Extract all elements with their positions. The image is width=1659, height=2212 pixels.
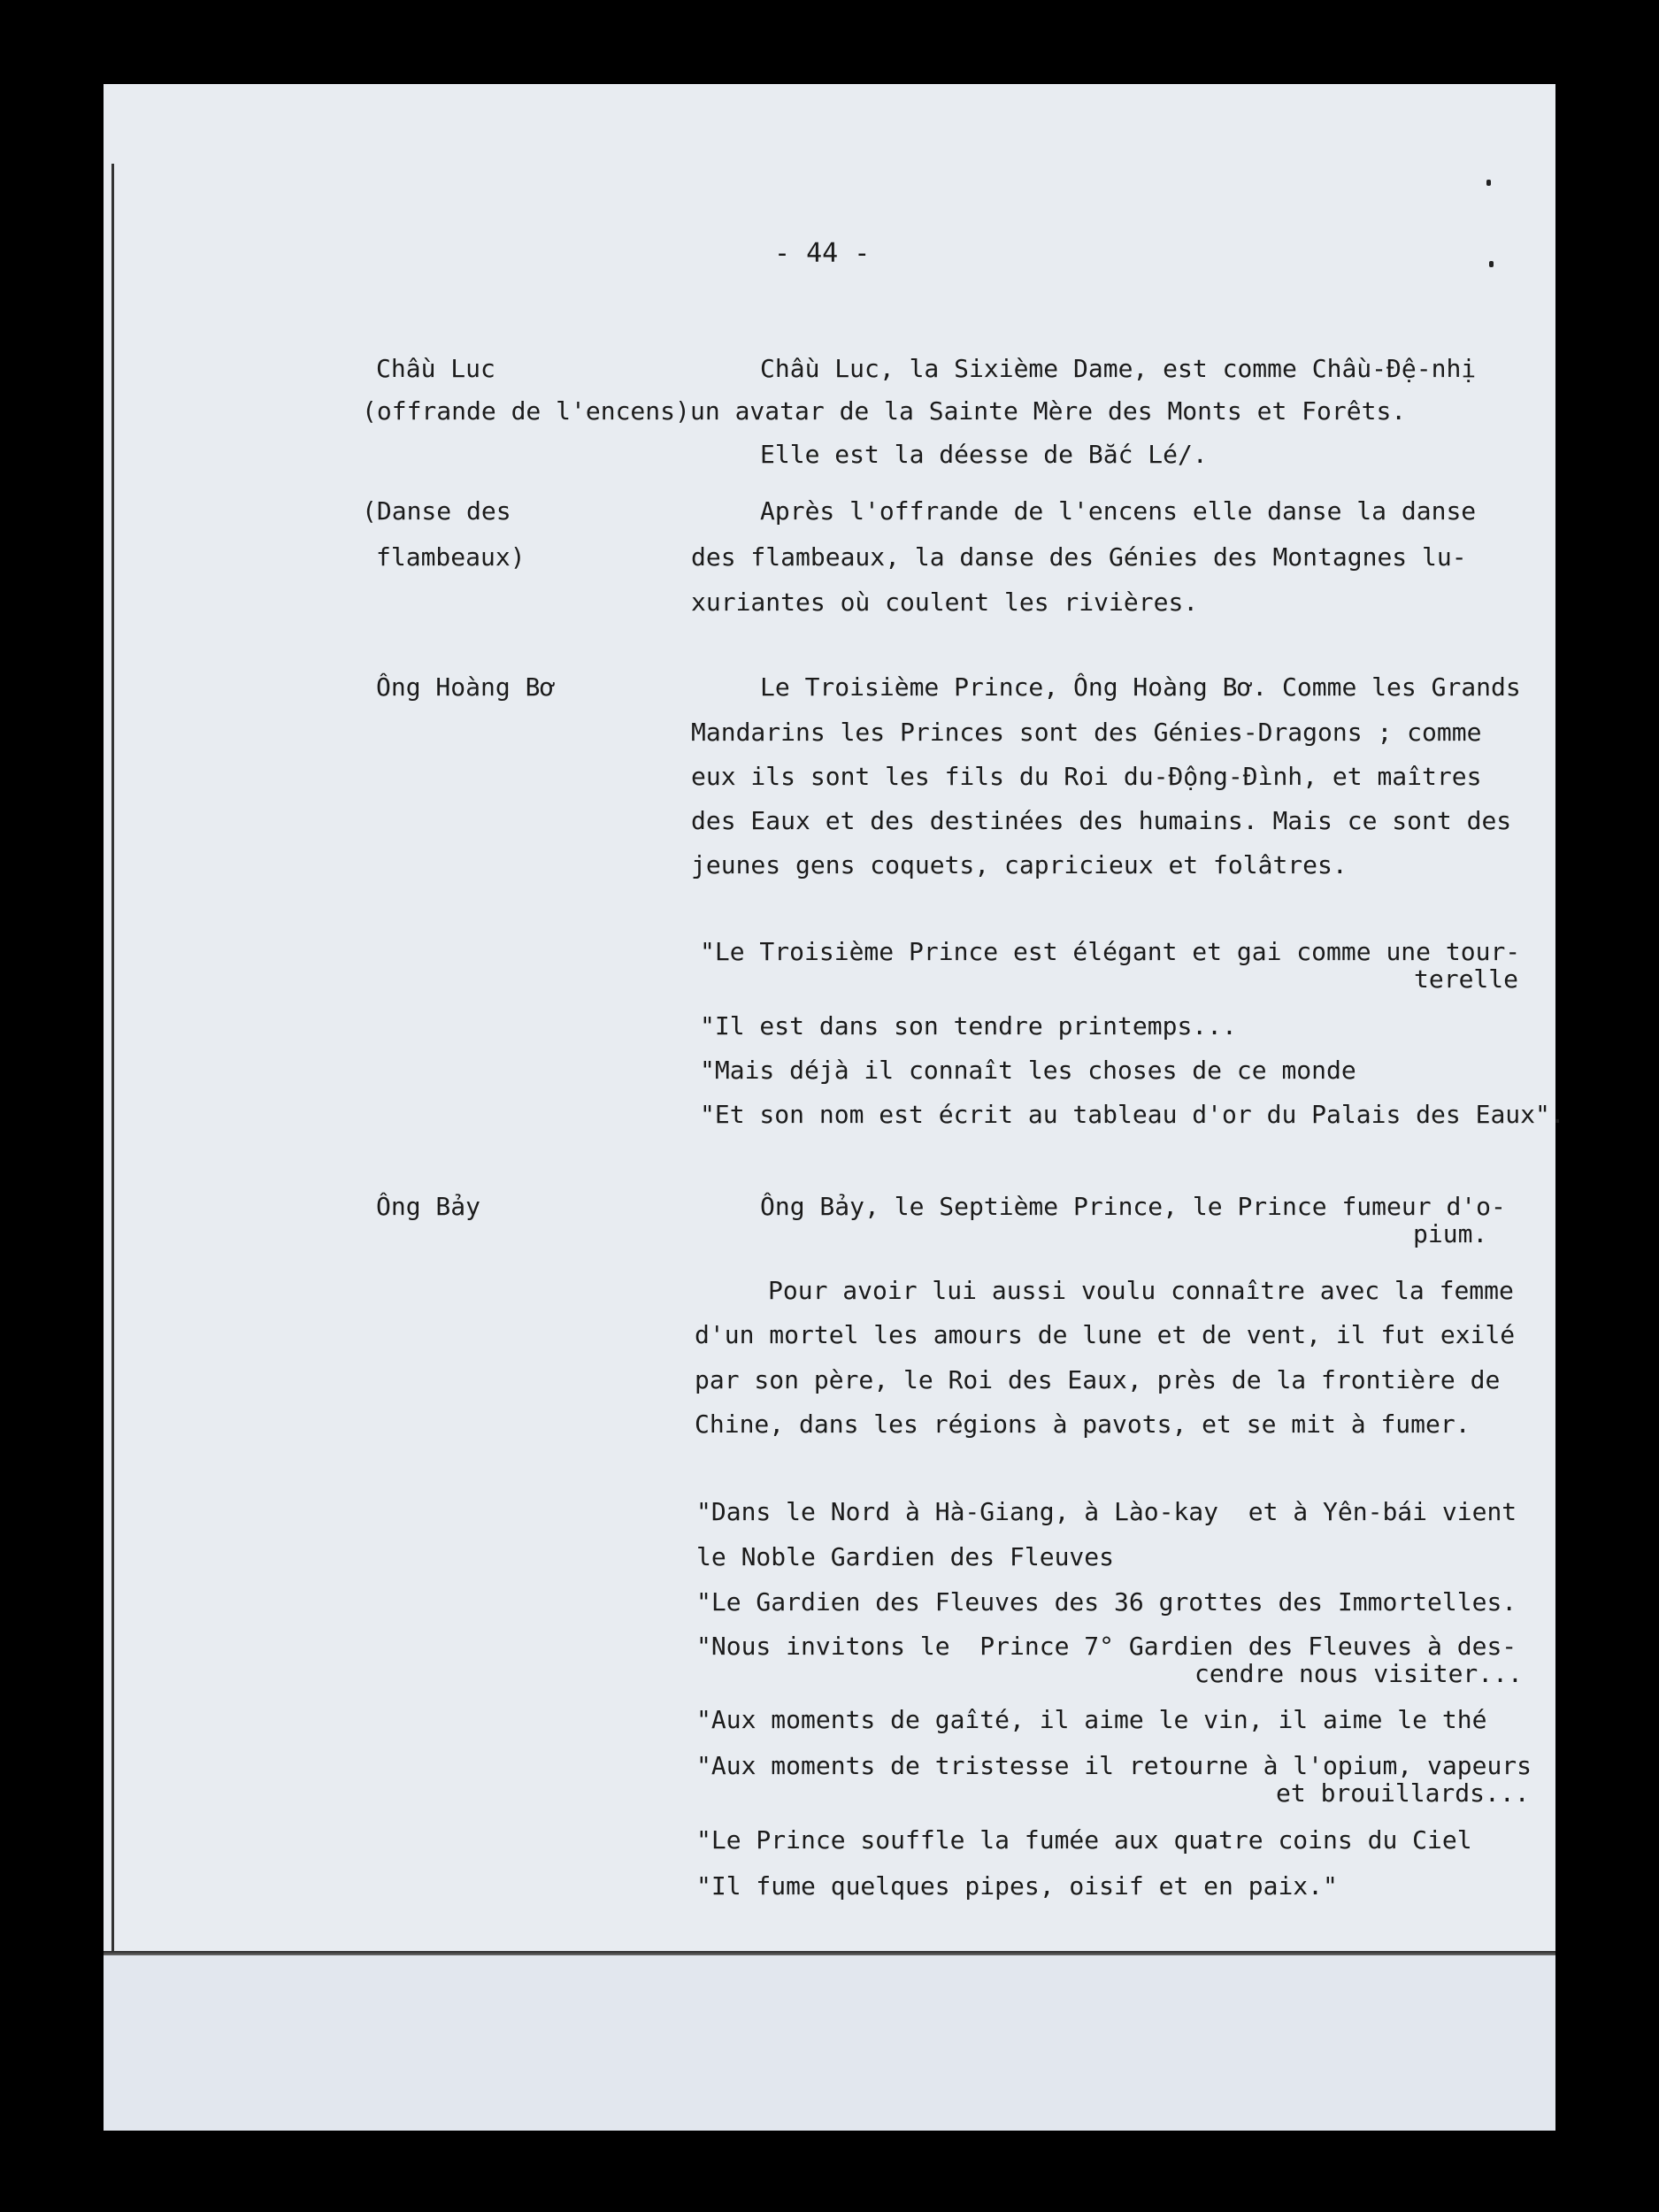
body-line: "Et son nom est écrit au tableau d'or du Palais des Eaux". [700,1100,1565,1129]
page-number: - 44 - [774,238,871,269]
ink-speck [1486,180,1491,186]
body-line: terelle [1414,964,1519,994]
label-flambeaux: flambeaux) [376,542,526,572]
label-offrande-encens: (offrande de l'encens) [362,396,690,426]
body-line: Après l'offrande de l'encens elle danse la danse [760,496,1477,526]
body-line: et brouillards... [1276,1778,1530,1808]
body-line: Chầu Luc, la Sixième Dame, est comme Chầu-Đệ-nhị [760,354,1477,383]
label-ong-hoang-bo: Ông Hoàng Bơ [376,672,556,702]
body-line: Le Troisième Prince, Ông Hoàng Bơ. Comme les Grands [760,672,1521,702]
label-chau-luc: Chầu Luc [376,354,495,383]
body-line: Ông Bảy, le Septième Prince, le Prince fumeur d'o- [760,1192,1506,1221]
body-line: "Dans le Nord à Hà-Giang, à Lào-kay et à Yên-bái vient [696,1497,1517,1526]
body-line: "Aux moments de gaîté, il aime le vin, il aime le thé [696,1705,1487,1734]
body-line: "Le Prince souffle la fumée aux quatre coins du Ciel [696,1825,1472,1855]
body-line: "Il fume quelques pipes, oisif et en paix." [696,1871,1338,1901]
label-danse-des: (Danse des [362,496,511,526]
ink-speck [1489,261,1494,267]
label-ong-bay: Ông Bảy [376,1192,481,1221]
body-line: le Noble Gardien des Fleuves [696,1542,1115,1571]
body-line: "Il est dans son tendre printemps... [700,1011,1237,1041]
body-line: des flambeaux, la danse des Génies des Montagnes lu- [691,542,1467,572]
body-line: "Mais déjà il connaît les choses de ce monde [700,1056,1356,1085]
body-line: d'un mortel les amours de lune et de vent, il fut exilé [695,1320,1516,1349]
body-line: xuriantes où coulent les rivières. [691,588,1199,617]
body-line: "Aux moments de tristesse il retourne à l'opium, vapeurs [696,1751,1532,1780]
body-line: "Le Gardien des Fleuves des 36 grottes des Immortelles. [696,1587,1517,1617]
body-line: "Le Troisième Prince est élégant et gai comme une tour- [700,937,1521,966]
body-line: eux ils sont les fils du Roi du-Động-Đình, et maîtres [691,762,1482,791]
document-page [104,84,1565,2131]
body-line: pium. [1413,1219,1488,1248]
body-line: Chine, dans les régions à pavots, et se mit à fumer. [695,1409,1471,1439]
body-line: cendre nous visiter... [1194,1659,1523,1688]
body-line: un avatar de la Sainte Mère des Monts et Forêts. [690,396,1407,426]
left-margin-rule [111,164,114,1951]
body-line: Elle est la déesse de Bắc Lé/. [760,440,1208,469]
body-line: par son père, le Roi des Eaux, près de la frontière de [695,1365,1501,1394]
body-line: des Eaux et des destinées des humains. Mais ce sont des [691,806,1512,835]
body-line: Mandarins les Princes sont des Génies-Dragons ; comme [691,718,1482,747]
body-line: jeunes gens coquets, capricieux et folâtres. [691,850,1348,879]
body-line: "Nous invitons le Prince 7° Gardien des Fleuves à des- [696,1632,1517,1661]
body-line: Pour avoir lui aussi voulu connaître avec la femme [768,1276,1514,1305]
page-lower-strip [104,1955,1555,2131]
